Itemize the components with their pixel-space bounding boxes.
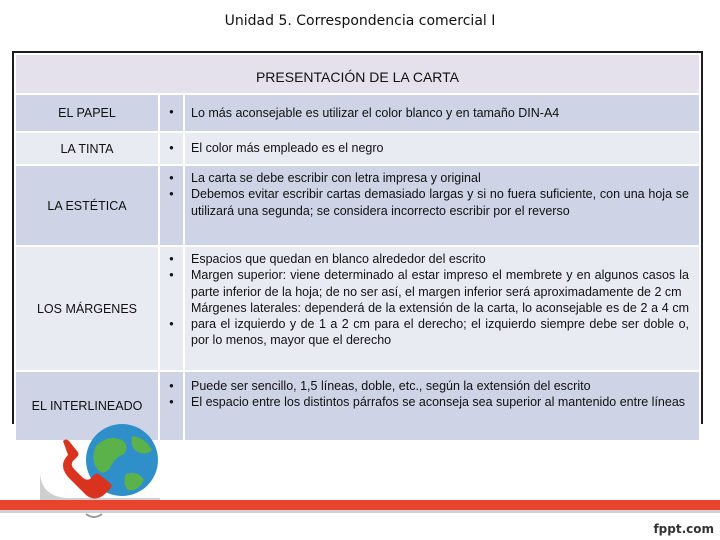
bullet-text: Puede ser sencillo, 1,5 líneas, doble, etc., según la extensión del escrito (191, 379, 591, 393)
footer-band (0, 500, 720, 510)
row-label: EL INTERLINEADO (15, 371, 159, 441)
row-label: EL PAPEL (15, 94, 159, 132)
page-title: Unidad 5. Correspondencia comercial I (224, 13, 496, 29)
bullet-icon: • (169, 105, 174, 120)
bullet-column (159, 94, 184, 132)
bullet-text: Debemos evitar escribir cartas demasiado largas y si no fuera suficiente, con una hoja se utilizará una segunda; se considera incorrecto escribir por el reverso (191, 187, 689, 218)
bullet-icon: • (169, 140, 174, 155)
decoration-graphic (0, 420, 720, 540)
bullet-icon: • (169, 252, 174, 266)
row-content (184, 165, 700, 246)
bullet-text: Márgenes laterales: dependerá de la extensión de la carta, lo aconsejable es de 2 a 4 cm para el izquierdo y de 1 a 2 cm para el derecho; el izquierdo siempre debe ser doble o, por lo menos, mayor que el derecho (191, 300, 689, 348)
bullet-text: La carta se debe escribir con letra impresa y original (191, 171, 481, 185)
bullet-column (159, 246, 184, 371)
bullet-column (159, 165, 184, 246)
bullet-column (159, 132, 184, 165)
bullet-text: El espacio entre los distintos párrafos se aconseja sea superior al mantenido entre líneas (191, 395, 686, 410)
cable-line (86, 514, 102, 517)
bullet-text: Margen superior: viene determinado al estar impreso el membrete y en algunos casos la parte inferior de la hoja; de no ser así, el margen inferior será aproximadamente de 2 cm (191, 268, 689, 299)
table-header-row (15, 54, 700, 94)
table-row (15, 165, 700, 246)
table-row (15, 246, 700, 371)
row-content (184, 132, 700, 165)
presentation-table (14, 53, 701, 442)
footer-brand: fppt.com (653, 522, 714, 536)
row-label: LA TINTA (15, 132, 159, 165)
table-header: PRESENTACIÓN DE LA CARTA (15, 54, 700, 94)
table-row (15, 94, 700, 132)
row-content (184, 246, 700, 371)
bullet-icon: • (169, 187, 174, 202)
bullet-icon: • (169, 379, 174, 393)
bullet-text: Espacios que quedan en blanco alrededor del escrito (191, 252, 486, 266)
row-content (184, 94, 700, 132)
bullet-text: Lo más aconsejable es utilizar el color blanco y en tamaño DIN-A4 (191, 105, 560, 120)
bullet-icon: • (169, 317, 174, 332)
row-label: LA ESTÉTICA (15, 165, 159, 246)
bullet-icon: • (169, 395, 174, 410)
bullet-text: El color más empleado es el negro (191, 141, 384, 156)
bullet-icon: • (169, 268, 174, 283)
bullet-icon: • (169, 171, 174, 185)
table-row (15, 132, 700, 165)
footer-divider (0, 510, 720, 513)
row-label: LOS MÁRGENES (15, 246, 159, 371)
